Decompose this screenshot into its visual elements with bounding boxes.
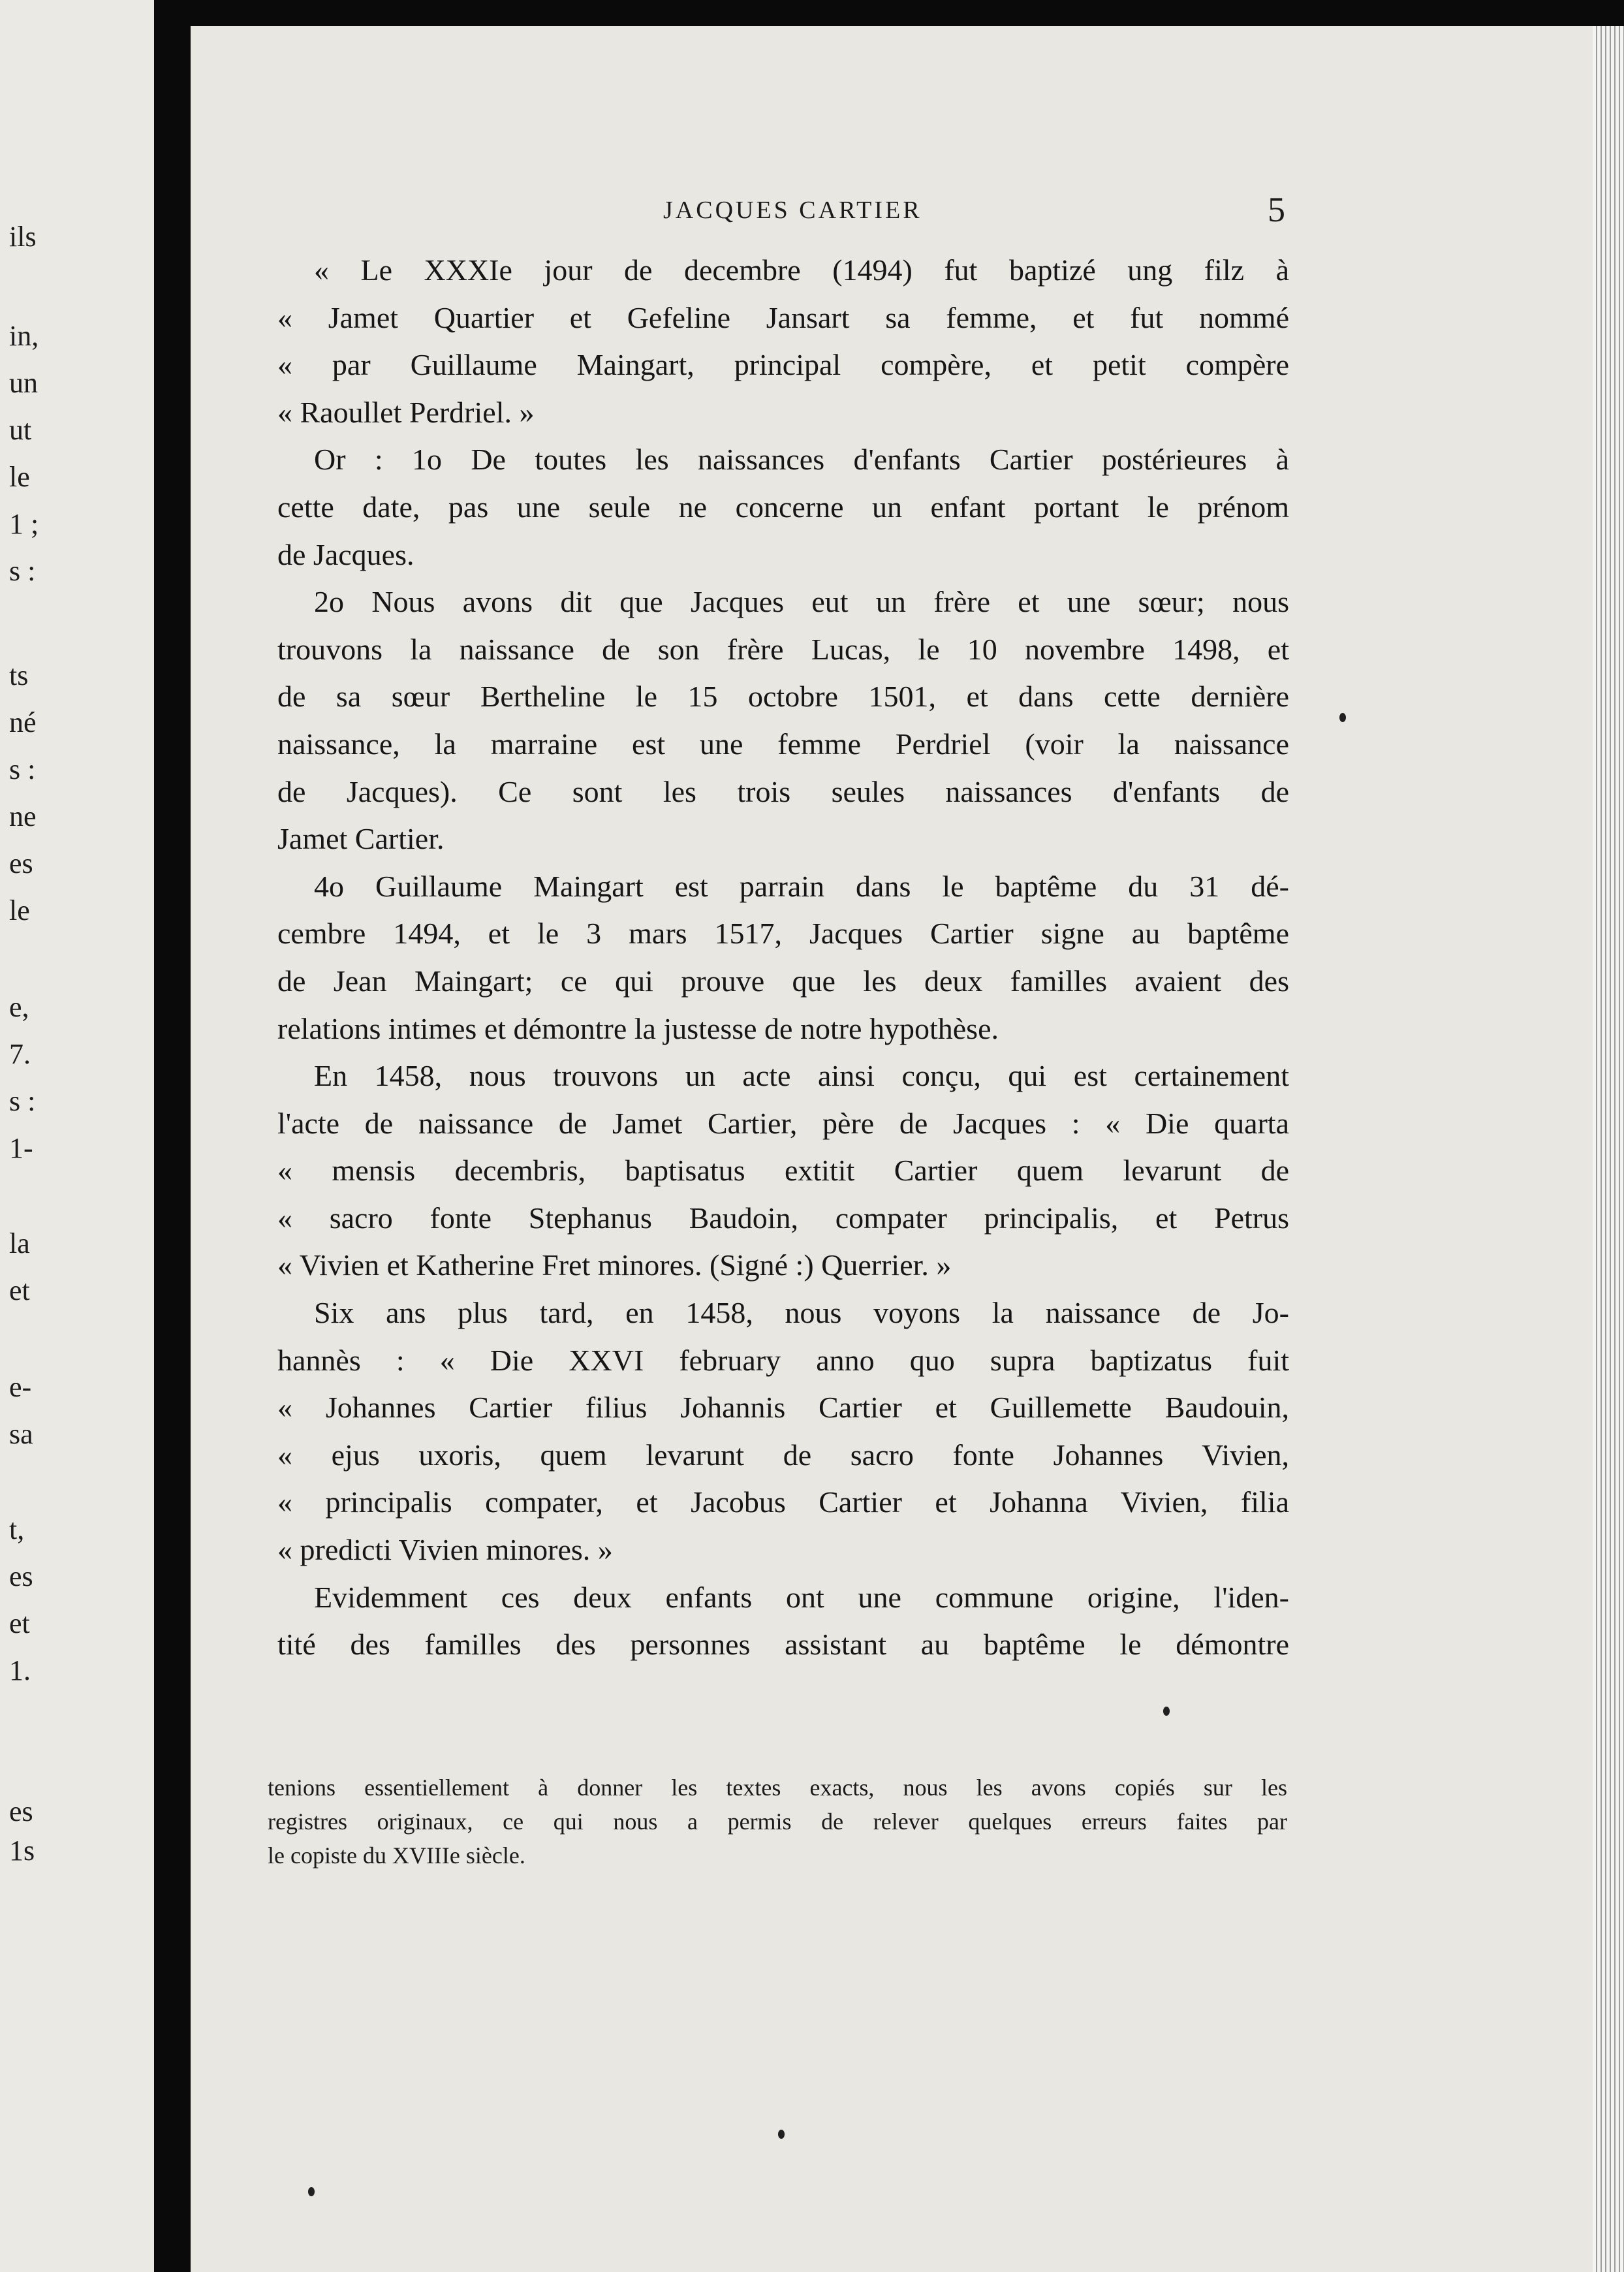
page-edges: [1593, 26, 1624, 2272]
text-line: Evidemment ces deux enfants ont une commune origine, l'iden-: [314, 1580, 1289, 1614]
text-line: 2o Nous avons dit que Jacques eut un frère et une sœur; nous: [314, 585, 1289, 619]
facing-page-fragment: le: [9, 894, 30, 926]
facing-page-fragment: t,: [9, 1513, 25, 1545]
text-line: « Raoullet Perdriel. »: [277, 395, 535, 429]
footnote: [268, 1771, 1287, 1872]
facing-page-fragment: ut: [9, 414, 32, 446]
footnote-line: registres originaux, ce qui nous a permis de relever quelques erreurs faites par: [268, 1808, 1287, 1835]
text-line: trouvons la naissance de son frère Lucas, le 10 novembre 1498, et: [277, 632, 1289, 666]
facing-page-fragment: es: [9, 1560, 33, 1592]
facing-page-fragment: in,: [9, 320, 39, 352]
facing-page-fragment: es: [9, 847, 33, 879]
text-line: de Jacques.: [277, 537, 414, 571]
text-line: Six ans plus tard, en 1458, nous voyons la naissance de Jo-: [314, 1296, 1289, 1330]
text-line: l'acte de naissance de Jamet Cartier, père de Jacques : « Die quarta: [277, 1106, 1289, 1140]
text-line: tité des familles des personnes assistant au baptême le démontre: [277, 1628, 1289, 1662]
scan-speck: [1163, 1707, 1170, 1716]
facing-page-fragment: e,: [9, 991, 29, 1023]
text-line: cette date, pas une seule ne concerne un enfant portant le prénom: [277, 490, 1289, 524]
facing-page-fragment: né: [9, 706, 37, 738]
text-line: « ejus uxoris, quem levarunt de sacro fonte Johannes Vivien,: [277, 1438, 1289, 1472]
scan-speck: [778, 2130, 785, 2139]
facing-page-fragment: et: [9, 1607, 30, 1639]
scan-speck: [1339, 713, 1346, 722]
facing-page-fragment: 1.: [9, 1654, 31, 1686]
facing-page-fragment: e-: [9, 1371, 32, 1403]
text-line: de sa sœur Bertheline le 15 octobre 1501, et dans cette dernière: [277, 680, 1289, 714]
facing-page-fragment: la: [9, 1227, 30, 1259]
facing-page-fragment: le: [9, 461, 30, 493]
facing-page-fragment: sa: [9, 1418, 33, 1450]
facing-page-fragment: 1s: [9, 1835, 35, 1867]
facing-page-fragment: 1-: [9, 1132, 33, 1164]
text-line: de Jean Maingart; ce qui prouve que les deux familles avaient des: [277, 964, 1289, 998]
facing-page-fragment: 7.: [9, 1038, 31, 1070]
text-line: cembre 1494, et le 3 mars 1517, Jacques Cartier signe au baptême: [277, 917, 1289, 951]
text-line: En 1458, nous trouvons un acte ainsi conçu, qui est certainement: [314, 1059, 1289, 1093]
facing-page-fragment: 1 ;: [9, 508, 39, 540]
facing-page-text: [0, 0, 154, 2272]
facing-page-strip: [0, 0, 154, 2272]
footnote-line: tenions essentiellement à donner les textes exacts, nous les avons copiés sur les: [268, 1775, 1287, 1801]
running-head: JACQUES CARTIER: [663, 197, 922, 224]
facing-page-fragment: et: [9, 1274, 30, 1306]
text-line: Or : 1o De toutes les naissances d'enfants Cartier postérieures à: [314, 443, 1289, 477]
text-line: « Johannes Cartier filius Johannis Cartier et Guillemette Baudouin,: [277, 1391, 1289, 1425]
text-line: « par Guillaume Maingart, principal compère, et petit compère: [277, 348, 1289, 382]
text-line: « sacro fonte Stephanus Baudoin, compater principalis, et Petrus: [277, 1201, 1289, 1235]
facing-page-fragment: ils: [9, 221, 37, 253]
text-line: 4o Guillaume Maingart est parrain dans le baptême du 31 dé-: [314, 869, 1289, 903]
text-line: « mensis decembris, baptisatus extitit Cartier quem levarunt de: [277, 1154, 1289, 1188]
page-number: 5: [1268, 190, 1285, 229]
text-line: « Vivien et Katherine Fret minores. (Signé :) Querrier. »: [277, 1248, 952, 1282]
text-line: naissance, la marraine est une femme Perdriel (voir la naissance: [277, 727, 1289, 761]
facing-page-fragment: un: [9, 367, 38, 399]
text-line: de Jacques). Ce sont les trois seules naissances d'enfants de: [277, 774, 1289, 808]
facing-page-fragment: es: [9, 1795, 33, 1827]
scan-speck: [308, 2187, 315, 2196]
facing-page-fragment: s :: [9, 555, 36, 587]
text-line: hannès : « Die XXVI february anno quo supra baptizatus fuit: [277, 1343, 1289, 1377]
facing-page-fragment: ts: [9, 659, 29, 691]
text-line: « predicti Vivien minores. »: [277, 1533, 613, 1567]
text-line: Jamet Cartier.: [277, 822, 445, 856]
text-line: relations intimes et démontre la justesse de notre hypothèse.: [277, 1011, 999, 1045]
text-line: « Jamet Quartier et Gefeline Jansart sa femme, et fut nommé: [277, 300, 1289, 334]
body-text: [277, 247, 1289, 1669]
text-line: « Le XXXIe jour de decembre (1494) fut baptizé ung filz à: [314, 253, 1289, 287]
facing-page-fragment: ne: [9, 800, 37, 832]
facing-page-fragment: s :: [9, 1085, 36, 1117]
footnote-line: le copiste du XVIIIe siècle.: [268, 1842, 525, 1869]
text-line: « principalis compater, et Jacobus Cartier et Johanna Vivien, filia: [277, 1485, 1289, 1519]
facing-page-fragment: s :: [9, 753, 36, 785]
